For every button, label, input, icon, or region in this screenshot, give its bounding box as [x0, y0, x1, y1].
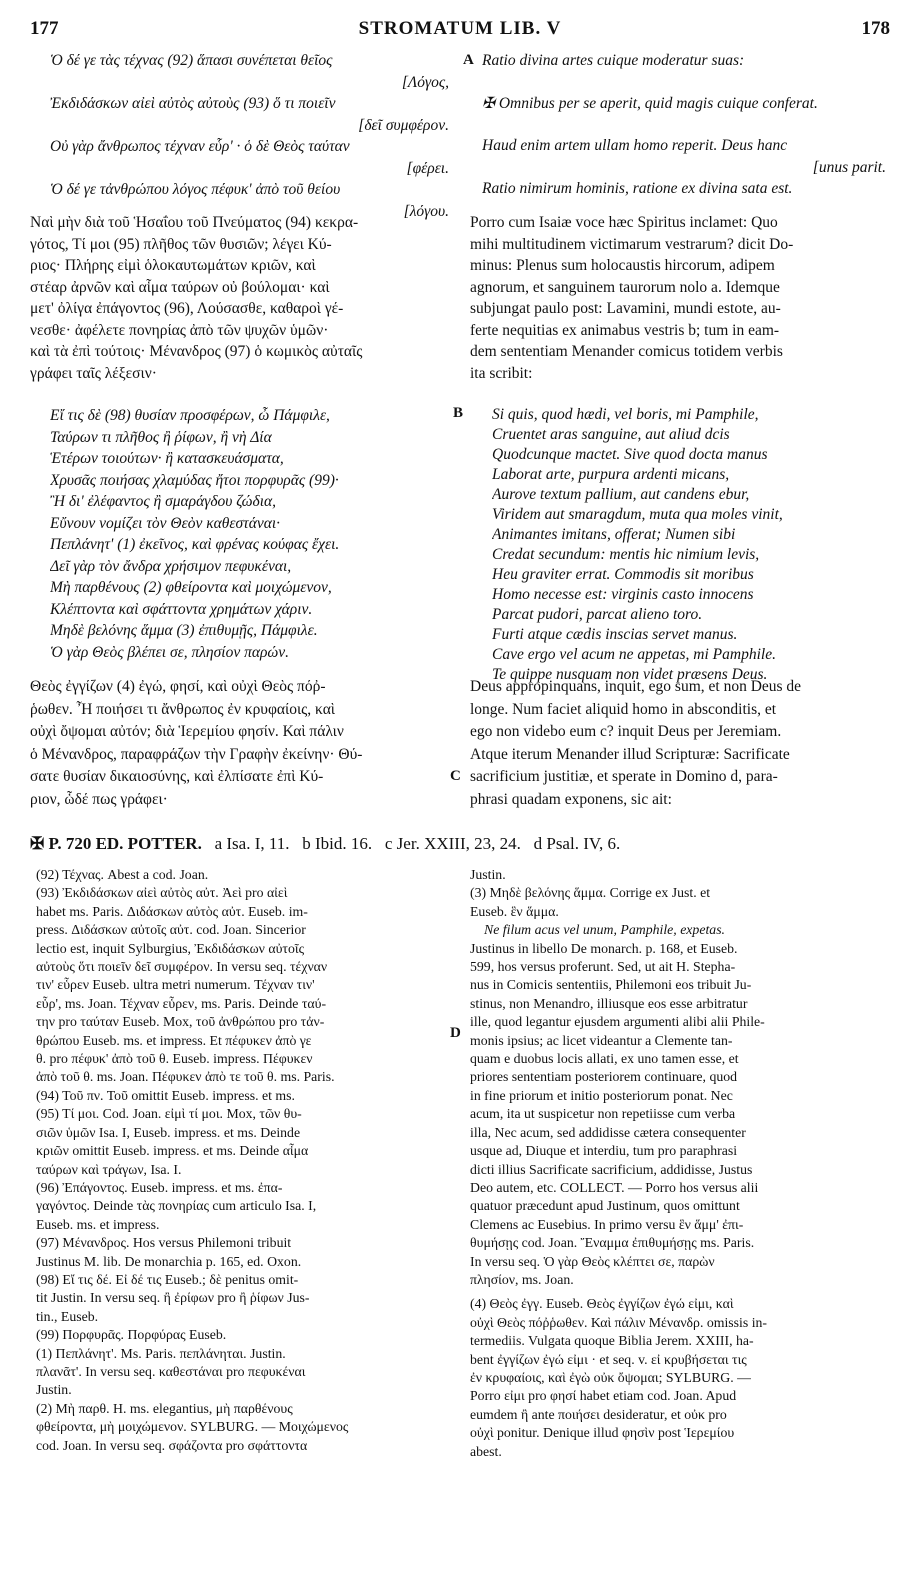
footnote-line: σιῶν ὑμῶν Isa. I, Euseb. impress. et ms. Deinde	[36, 1124, 301, 1140]
footnote-line: dicti illius Sacrificate sacrificium, addidisse, Justus	[470, 1161, 753, 1177]
ref-c: c Jer. XXIII, 23, 24.	[384, 834, 521, 853]
footnote-line: γαγόντος. Deinde τὰς πονηρίας cum articulo Isa. I,	[36, 1198, 317, 1214]
footnote-line: Euseb. ἓν ἅμμα.	[470, 903, 559, 919]
footnote-line: stinus, non Menandro, illiusque eos esse arbitratur	[470, 995, 748, 1011]
greek-prose-line: γότος, Τί μοι (95) πλῆθος τῶν θυσιῶν; λέγει Κύ-	[30, 235, 332, 253]
latin-verse-line: Haud enim artem ullam homo reperit. Deus hanc	[482, 137, 788, 154]
greek-verse-line: Ὁ δέ γε τὰς τέχνας (92) ἅπασι συνέπεται θεῖος	[50, 52, 333, 69]
footnotes-left	[36, 866, 448, 1455]
footnote-line: (97) Μένανδρος. Hos versus Philemoni tribuit	[36, 1235, 292, 1251]
footnote-line: abest.	[470, 1443, 502, 1459]
latin-verse-line: Animantes imitans, offerat; Numen sibi	[492, 526, 736, 543]
page-number-left: 177	[30, 18, 59, 39]
greek-prose-2	[30, 676, 450, 811]
greek-prose-line: ῥωθεν. Ἦ ποιήσει τι ἄνθρωπος ἐν κρυφαίοις, καὶ	[30, 700, 335, 718]
latin-prose-line: dem sententiam Menander comicus totidem verbis	[470, 343, 783, 360]
latin-verse-line: Credat secundum: mentis hic nimium levis,	[492, 546, 760, 563]
latin-verse-line: Ratio nimirum hominis, ratione ex divina sata est.	[482, 180, 793, 197]
greek-verse-line: Ἑτέρων τοιούτων· ἢ κατασκευάσματα,	[50, 450, 284, 467]
footnote-line: (4) Θεὸς ἐγγ. Euseb. Θεὸς ἐγγίζων ἐγώ εἰμι, καὶ	[470, 1296, 734, 1312]
footnote-line: ταύρων καὶ τράγων, Isa. I.	[36, 1161, 182, 1177]
greek-prose-line: στέαρ ἀρνῶν καὶ αἷμα ταύρων οὐ βούλομαι· καὶ	[30, 278, 330, 296]
footnote-line: πλησίον, ms. Joan.	[470, 1271, 574, 1287]
greek-verse-top	[50, 50, 455, 222]
latin-prose-line: Atque iterum Menander illud Scripturæ: Sacrificate	[470, 745, 790, 763]
footnote-line: Clemens ac Eusebius. In primo versu ἓν ἅμμ' ἐπι-	[470, 1216, 744, 1232]
latin-prose-line: mihi multitudinem victimarum vestrarum? dicit Do-	[470, 235, 794, 253]
ref-b: b Ibid. 16.	[302, 834, 373, 853]
footnote-line: ἀπὸ τοῦ θ. ms. Joan. Πέφυκεν ἀπὸ τε τοῦ θ. ms. Paris.	[36, 1069, 335, 1085]
footnote-line: illa, Nec acum, sed addidisse cætera consequenter	[470, 1124, 746, 1140]
latin-verse-line: Quodcunque mactet. Sive quod docta manus	[492, 446, 768, 463]
footnote-line: οὐχὶ ponitur. Denique illud φησὶν post Ἱερεμίου	[470, 1425, 735, 1441]
footnote-line: in fine priorum et initio posteriorum ponat. Nec	[470, 1087, 733, 1103]
latin-verse-line: Te quippe nusquam non videt præsens Deus.	[492, 666, 768, 683]
greek-verse-line: Δεῖ γὰρ τὸν ἄνδρα χρήσιμον πεφυκέναι,	[50, 557, 292, 575]
footnote-line: habet ms. Paris. Διδάσκων αὐτὸς αὐτ. Euseb. im-	[36, 903, 308, 919]
greek-verse-line: Εἴ τις δὲ (98) θυσίαν προσφέρων, ὦ Πάμφιλε,	[50, 407, 330, 424]
margin-letter-c: C	[450, 768, 461, 784]
footnote-line: εὗρ', ms. Joan. Τέχναν εὗρεν, ms. Paris. Deinde ταύ-	[36, 995, 327, 1011]
latin-verse-line: [unus parit.	[812, 158, 886, 176]
latin-prose-line: ferte nequitias ex animabus vestris b; tum in eam-	[470, 321, 780, 339]
footnote-line: quam e duobus locis allati, ex uno tamen esse, et	[470, 1051, 739, 1067]
greek-verse-line: Ἐκδιδάσκων αἰεὶ αὐτὸς αὐτοὺς (93) ὅ τι ποιεῖν	[50, 95, 336, 112]
latin-prose-line: ita scribit:	[470, 364, 533, 382]
greek-verse-line: Μηδὲ βελόνης ἅμμα (3) ἐπιθυμῇς, Πάμφιλε.	[50, 622, 318, 639]
latin-prose-1	[470, 212, 892, 384]
scripture-references	[30, 834, 900, 854]
greek-prose-line: νεσθε· ἀφέλετε πονηρίας ἀπὸ τῶν ψυχῶν ὑμῶν·	[30, 321, 329, 339]
footnote-line: cod. Joan. In versu seq. σφάζοντα pro σφάττοντα	[36, 1437, 308, 1453]
running-title: STROMATUM LIB. V	[358, 18, 562, 39]
greek-verse-line: [λόγου.	[403, 202, 449, 220]
page-number-right: 178	[861, 18, 890, 39]
potter-page-ref: ✠ P. 720 ED. POTTER.	[30, 834, 202, 853]
greek-prose-line: οὐχὶ ὄψομαι αὐτόν; διὰ Ἱερεμίου φησίν. Καὶ πάλιν	[30, 723, 344, 740]
greek-verse-line: Ταύρων τι πλῆθος ἢ ῥίφων, ἢ νὴ Δία	[50, 428, 272, 446]
footnote-line: Justinus M. lib. De monarchia p. 165, ed. Oxon.	[36, 1253, 302, 1269]
ref-d: d Psal. IV, 6.	[533, 834, 621, 853]
latin-verse-line: Cave ergo vel acum ne appetas, mi Pamphile.	[492, 646, 776, 663]
footnote-line: press. Διδάσκων αὐτοῖς αὐτ. cod. Joan. Sincerior	[36, 922, 306, 938]
greek-prose-line: ριος· Πλήρης εἰμὶ ὁλοκαυτωμάτων κριῶν, καὶ	[30, 257, 316, 274]
footnotes-right	[470, 866, 892, 1461]
greek-verse-line: Οὐ γὰρ ἄνθρωπος τέχναν εὗρ' · ὁ δὲ Θεὸς ταύταν	[50, 138, 350, 155]
footnote-line: Deo autem, etc. COLLECT. — Porro hos versus alii	[470, 1179, 759, 1195]
latin-prose-line: minus: Plenus sum holocaustis hircorum, adipem	[470, 257, 775, 274]
greek-prose-line: σατε θυσίαν δικαιοσύνης, καὶ ἐλπίσατε ἐπὶ Κύ-	[30, 768, 324, 785]
footnote-line: την pro ταύταν Euseb. Mox, τοῦ ἀνθρώπου pro τἀν-	[36, 1014, 325, 1030]
latin-verse-line: Furti atque cædis inscias servet manus.	[492, 626, 738, 643]
greek-prose-line: ὁ Μένανδρος, παραφράζων τὴν Γραφὴν ἐκείνην· Θύ-	[30, 745, 363, 763]
greek-prose-line: καὶ τὰ ἐπὶ τούτοις· Μένανδρος (97) ὁ κωμικὸς αὐταῖς	[30, 343, 363, 360]
footnote-line: Justin.	[36, 1382, 72, 1398]
latin-prose-line: Porro cum Isaiæ voce hæc Spiritus inclamet: Quo	[470, 214, 778, 231]
footnote-line: θ. pro πέφυκ' ἀπὸ τοῦ θ. Euseb. impress. Πέφυκεν	[36, 1051, 313, 1067]
margin-letter-b: B	[453, 405, 464, 421]
footnote-line: (1) Πεπλάνητ'. Ms. Paris. πεπλάνηται. Justin.	[36, 1345, 286, 1361]
latin-verse-line: Ratio divina artes cuique moderatur suas:	[482, 52, 745, 69]
footnote-line: ἐν κρυφαίοις, καὶ ἐγὼ οὐκ ὄψομαι; SYLBURG. —	[470, 1369, 751, 1385]
latin-prose-line: subjungat paulo post: Lavamini, mundi estote, au-	[470, 300, 781, 317]
latin-verse-line: Aurove textum pallium, aut candens ebur,	[492, 486, 750, 503]
greek-verse-line: Κλέπτοντα καὶ σφάττοντα χρημάτων χάριν.	[50, 600, 313, 618]
latin-prose-line: Deus appropinquans, inquit, ego sum, et non Deus de	[470, 678, 802, 695]
margin-letter-d: D	[450, 1025, 461, 1041]
footnote-line: Euseb. ms. et impress.	[36, 1216, 160, 1232]
greek-verse-line: [δεῖ συμφέρον.	[358, 116, 449, 134]
footnote-line: θρώπου Euseb. ms. et impress. Et πέφυκεν ἀπὸ γε	[36, 1032, 312, 1048]
greek-prose-line: Ναὶ μὴν διὰ τοῦ Ἡσαΐου τοῦ Πνεύματος (94) κεκρα-	[30, 214, 359, 231]
footnote-line: bent ἐγγίζων ἐγώ εἰμι · et seq. v. εἰ κρυβήσεται τις	[470, 1351, 747, 1367]
footnote-line: (93) Ἐκδιδάσκων αἰεὶ αὐτὸς αὐτ. Ἀεὶ pro αἰεὶ	[36, 885, 288, 901]
greek-prose-line: ριον, ὧδέ πως γράφει·	[30, 790, 168, 808]
latin-verse-line: Si quis, quod hædi, vel boris, mi Pamphile,	[492, 406, 759, 423]
footnote-line: (98) Εἴ τις δέ. Εἰ δέ τις Euseb.; δὲ penitus omit-	[36, 1271, 299, 1287]
latin-verse-line: Cruentet aras sanguine, aut aliud dcis	[492, 426, 730, 443]
footnote-line: lectio est, inquit Sylburgius, Ἐκδιδάσκων αὐτοῖς	[36, 940, 305, 956]
greek-verse-line: [φέρει.	[406, 159, 449, 177]
latin-verse-line: Viridem aut smaragdum, muta qua moles vinit,	[492, 506, 783, 523]
footnote-line: Justinus in libello De monarch. p. 168, et Euseb.	[470, 940, 738, 956]
footnote-line: (95) Τί μοι. Cod. Joan. εἰμὶ τί μοι. Mox, τῶν θυ-	[36, 1106, 302, 1122]
latin-prose-2	[470, 676, 892, 811]
footnote-line: Ne filum acus vel unum, Pamphile, expetas.	[484, 922, 726, 938]
greek-verse-line: Μὴ παρθένους (2) φθείροντα καὶ μοιχώμενον,	[50, 579, 332, 596]
latin-prose-line: sacrificium justitiæ, et sperate in Domino d, para-	[470, 768, 778, 785]
footnote-line: (3) Μηδὲ βελόνης ἅμμα. Corrige ex Just. et	[470, 885, 711, 901]
latin-verse-line: Laborat arte, purpura ardenti micans,	[492, 466, 730, 483]
running-header	[30, 18, 890, 48]
latin-prose-line: agnorum, et sanguinem taurorum nolo a. Idemque	[470, 278, 780, 296]
footnote-line: τιν' εὗρεν Euseb. ultra metri numerum. Τέχναν τιν'	[36, 977, 315, 993]
latin-verse-top	[482, 50, 892, 200]
footnote-line: Porro εἰμι pro φησί habet etiam cod. Joan. Apud	[470, 1388, 737, 1404]
footnote-line: tin., Euseb.	[36, 1308, 99, 1324]
latin-verse-line: Homo necesse est: virginis casto innocens	[492, 586, 754, 603]
latin-verse-line: Heu graviter errat. Commodis sit moribus	[492, 566, 754, 583]
latin-prose-line: phrasi quadam exponens, sic ait:	[470, 790, 672, 808]
footnote-line: (92) Τέχνας. Abest a cod. Joan.	[36, 867, 209, 882]
footnote-line: (2) Μὴ παρθ. H. ms. elegantius, μὴ παρθένους	[36, 1400, 293, 1416]
latin-verse-line: ✠ Omnibus per se aperit, quid magis cuique conferat.	[482, 94, 818, 112]
footnote-line: πλανᾶτ'. In versu seq. καθεστάναι pro πεφυκέναι	[36, 1363, 306, 1379]
greek-verse-line: Ἢ δι' ἐλέφαντος ἢ σμαράγδου ζώδια,	[50, 493, 277, 510]
footnote-line: (99) Πορφυρᾶς. Πορφύρας Euseb.	[36, 1327, 227, 1343]
greek-prose-line: γράφει ταῖς λέξεσιν·	[30, 364, 157, 382]
latin-verse-2	[492, 405, 892, 685]
footnote-line: In versu seq. Ὁ γὰρ Θεὸς κλέπτει σε, παρὼν	[470, 1253, 715, 1269]
footnote-line: acum, ita ut suspicetur non repetiisse cum verba	[470, 1106, 736, 1122]
ref-a: a Isa. I, 11.	[214, 834, 290, 853]
footnote-line: Justin.	[470, 867, 506, 882]
margin-letter-a: A	[463, 52, 474, 68]
greek-prose-1	[30, 212, 455, 384]
footnote-line: (94) Τοῦ πν. Τοῦ omittit Euseb. impress. et ms.	[36, 1087, 295, 1103]
footnote-line: nus in Comicis sententiis, Philemoni eos tribuit Ju-	[470, 977, 752, 993]
greek-prose-line: Θεὸς ἐγγίζων (4) ἐγώ, φησί, καὶ οὐχὶ Θεὸς πόῤ-	[30, 678, 326, 695]
greek-verse-line: Χρυσᾶς ποιήσας χλαμύδας ἤτοι πορφυρᾶς (99)·	[50, 471, 339, 489]
footnote-line: θυμήσῃς cod. Joan. Ἔναμμα ἐπιθυμήσῃς ms. Paris.	[470, 1235, 755, 1251]
footnote-line: termediis. Vulgata quoque Biblia Jerem. XXIII, ha-	[470, 1333, 754, 1349]
greek-verse-line: Πεπλάνητ' (1) ἐκεῖνος, καὶ φρένας κούφας ἔχει.	[50, 536, 340, 553]
footnote-line: 599, hos versus proferunt. Sed, ut ait H. Stepha-	[470, 959, 736, 975]
footnote-line: αὐτοὺς ὅτι ποιεῖν δεῖ συμφέρον. In versu seq. τέχναν	[36, 959, 328, 975]
greek-verse-line: Εὔνουν νομίζει τὸν Θεὸν καθεστάναι·	[50, 514, 281, 532]
latin-verse-line: Parcat pudori, parcat alieno toro.	[492, 606, 703, 623]
latin-prose-line: longe. Num faciet aliquid homo in absconditis, et	[470, 700, 777, 718]
footnote-line: eumdem ἢ ante ποιήσει desideratur, et οὐκ pro	[470, 1406, 727, 1422]
footnote-line: ille, quod legantur ejusdem argumenti alibi alii Phile-	[470, 1014, 765, 1030]
latin-prose-line: ego non videbo eum c? inquit Deus per Jeremiam.	[470, 723, 782, 740]
footnote-line: quatuor præcedunt apud Justinum, quos omittunt	[470, 1198, 740, 1214]
footnote-line: monis ipsius; ac licet videantur a Clemente tan-	[470, 1032, 733, 1048]
footnote-line: priores sententiam posteriorem continuare, quod	[470, 1069, 738, 1085]
greek-verse-line: [Λόγος,	[401, 73, 449, 91]
footnote-line: φθείροντα, μὴ μοιχώμενον. SYLBURG. — Μοιχώμενος	[36, 1419, 349, 1435]
greek-verse-line: Ὁ δέ γε τἀνθρώπου λόγος πέφυκ' ἀπὸ τοῦ θείου	[50, 181, 341, 198]
greek-prose-line: μετ' ὀλίγα ἐπάγοντος (96), Λούσασθε, καθαροὶ γέ-	[30, 300, 344, 317]
footnote-line: (96) Ἐπάγοντος. Euseb. impress. et ms. ἐπα-	[36, 1179, 283, 1195]
greek-verse-line: Ὁ γὰρ Θεὸς βλέπει σε, πλησίον παρών.	[50, 643, 289, 661]
footnote-line: οὐχὶ Θεὸς πόῤῥωθεν. Καὶ πάλιν Μένανδρ. omissis in-	[470, 1314, 768, 1330]
greek-verse-2	[50, 405, 450, 663]
footnote-line: tit Justin. In versu seq. ἢ ἐρίφων pro ἢ ῥίφων Jus-	[36, 1290, 310, 1306]
footnote-line: κριῶν omittit Euseb. impress. et ms. Deinde αἷμα	[36, 1143, 309, 1159]
footnote-line: usque ad, Diuque et interdiu, tum pro paraphrasi	[470, 1143, 738, 1159]
